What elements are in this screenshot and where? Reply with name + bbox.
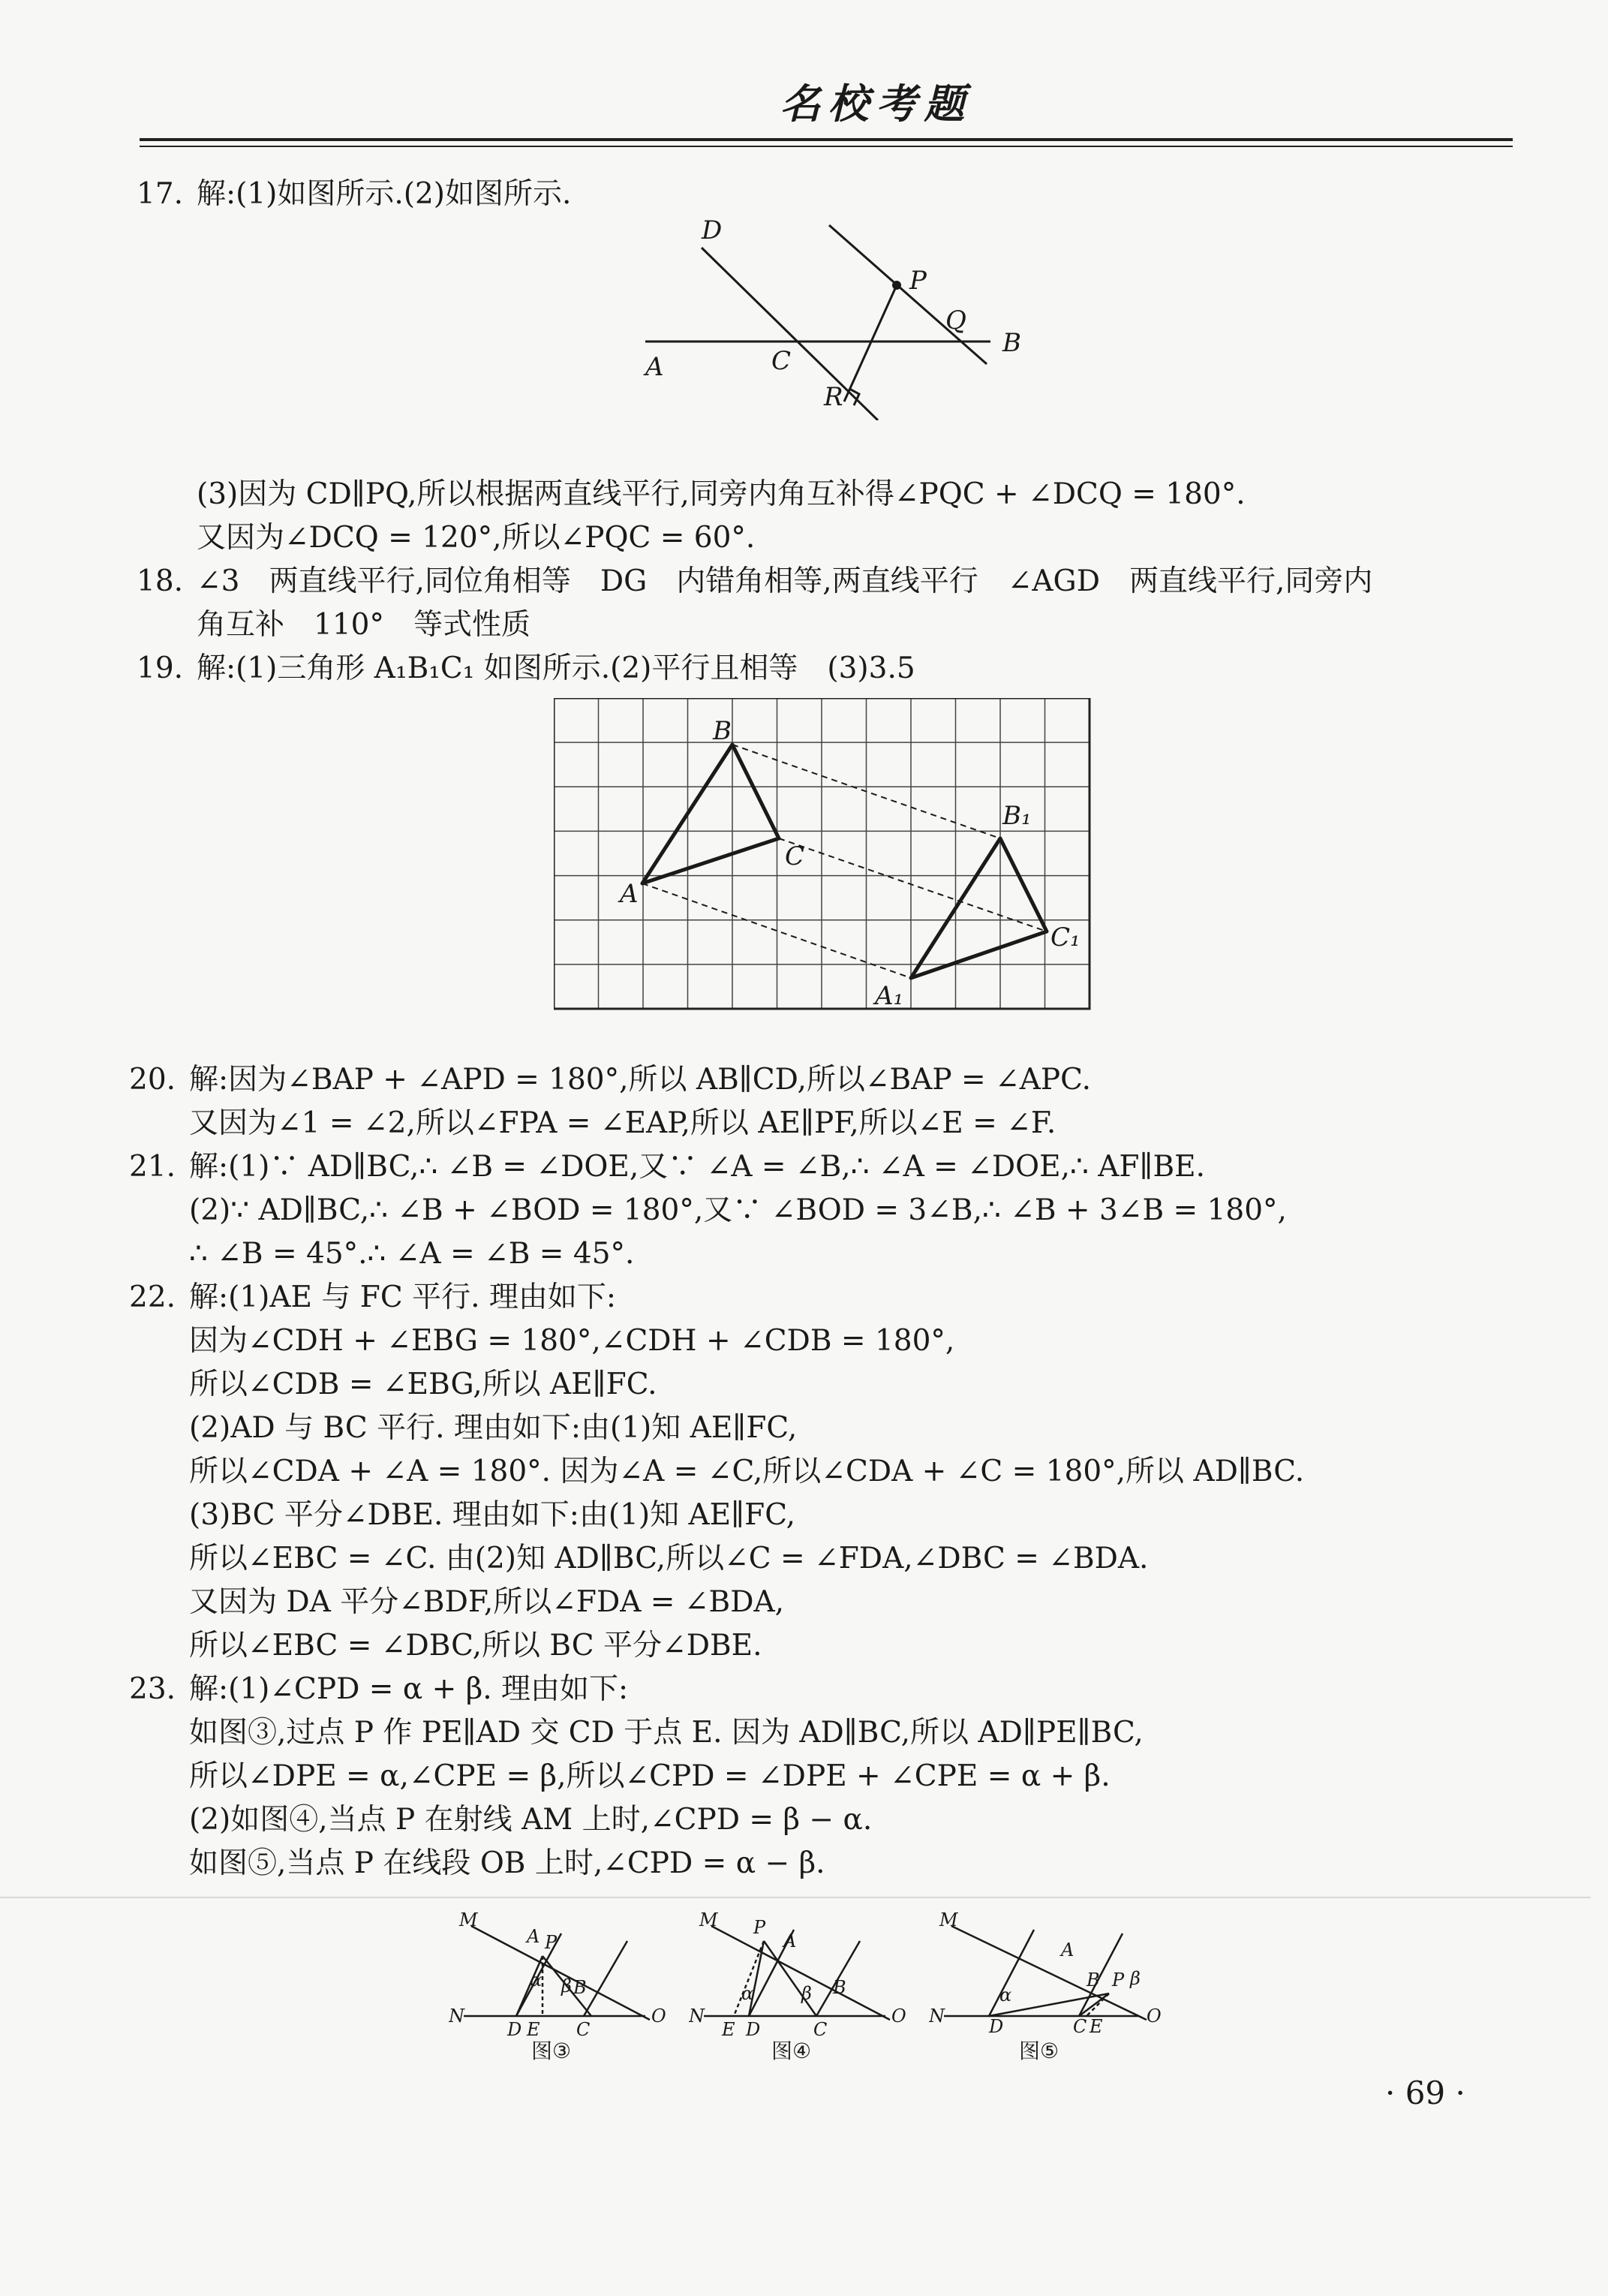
svg-text:α: α [741,1983,754,2004]
q23-line5: 如图⑤,当点 P 在线段 OB 上时,∠CPD = α − β. [189,1846,825,1880]
q21-line2: (2)∵ AD∥BC,∴ ∠B + ∠BOD = 180°,又∵ ∠BOD = 3∠B,∴ ∠B + 3∠B = 180°, [189,1193,1287,1227]
svg-text:O: O [1147,2006,1162,2027]
svg-text:C: C [813,2019,828,2040]
q17-label-q: Q [945,305,966,336]
q21-line3: ∴ ∠B = 45°.∴ ∠A = ∠B = 45°. [189,1237,635,1271]
svg-text:M: M [459,1911,478,1930]
q20-line1: 解:因为∠BAP + ∠APD = 180°,所以 AB∥CD,所以∠BAP = ∠APC. [189,1063,1092,1097]
svg-text:N: N [449,2006,464,2027]
q23-line4: (2)如图④,当点 P 在射线 AM 上时,∠CPD = β − α. [189,1803,873,1837]
svg-text:E: E [1090,2016,1103,2037]
svg-text:D: D [989,2016,1004,2037]
fig3-caption: 图③ [531,2039,572,2061]
q22-line8: 又因为 DA 平分∠BDF,所以∠FDA = ∠BDA, [189,1585,785,1619]
svg-text:β: β [1130,1968,1141,1989]
q19-label-c: C [785,841,805,871]
svg-text:N: N [689,2006,705,2027]
q21-number: 21. [129,1150,176,1184]
svg-text:D: D [746,2019,761,2040]
svg-text:N: N [929,2006,945,2027]
svg-text:B: B [833,1977,846,1998]
page-header-title: 名校考题 [780,80,972,128]
fig5-caption: 图⑤ [1019,2039,1059,2061]
q23-line1: 解:(1)∠CPD = α + β. 理由如下: [189,1672,629,1706]
q23-number: 23. [129,1672,176,1706]
q22-line4: (2)AD 与 BC 平行. 理由如下:由(1)知 AE∥FC, [189,1411,798,1445]
header-rule-thick [140,138,1513,141]
svg-text:α: α [999,1985,1012,2006]
svg-text:C: C [1073,2016,1087,2037]
header-rule-thin [140,146,1513,147]
page-number: · 69 · [1385,2075,1465,2111]
svg-text:α: α [530,1970,543,1991]
svg-text:C: C [576,2019,591,2040]
q23-line3: 所以∠DPE = α,∠CPE = β,所以∠CPD = ∠DPE + ∠CPE = α + β. [189,1759,1111,1793]
q22-line1: 解:(1)AE 与 FC 平行. 理由如下: [189,1280,617,1314]
section-separator [0,1897,1591,1898]
q17-line-pr [844,285,897,402]
q23-line2: 如图③,过点 P 作 PE∥AD 交 CD 于点 E. 因为 AD∥BC,所以 AD∥PE∥BC, [189,1716,1144,1750]
q18-line2: 角互补 110° 等式性质 [197,608,530,642]
svg-text:E: E [527,2019,540,2040]
q17-line1: 解:(1)如图所示.(2)如图所示. [197,177,572,211]
svg-text:O: O [651,2006,666,2027]
svg-text:B: B [573,1977,587,1998]
q22-line7: 所以∠EBC = ∠C. 由(2)知 AD∥BC,所以∠C = ∠FDA,∠DBC = ∠BDA. [189,1542,1149,1575]
svg-text:M: M [939,1911,958,1930]
q22-line6: (3)BC 平分∠DBE. 理由如下:由(1)知 AE∥FC, [189,1498,796,1532]
fig4-caption: 图④ [771,2039,812,2061]
q23-figure-4 [689,1911,914,2061]
q17-line-pq [829,225,987,364]
q17-label-a: A [645,352,664,382]
svg-text:B: B [1087,1970,1100,1991]
q17-line3: 又因为∠DCQ = 120°,所以∠PQC = 60°. [197,521,756,555]
svg-text:P: P [753,1917,766,1938]
q19-label-b1: B₁ [1002,801,1032,831]
q18-line1: ∠3 两直线平行,同位角相等 DG 内错角相等,两直线平行 ∠AGD 两直线平行,同旁内 [197,564,1373,598]
q23-figure-3 [449,1911,674,2061]
q22-line2: 因为∠CDH + ∠EBG = 180°,∠CDH + ∠CDB = 180°, [189,1324,955,1358]
svg-text:M: M [699,1911,718,1930]
svg-text:O: O [891,2006,906,2027]
q23-figure-5 [929,1911,1169,2061]
q17-label-r: R [824,382,843,412]
q17-label-c: C [771,346,792,376]
q20-number: 20. [129,1063,176,1097]
q21-line1: 解:(1)∵ AD∥BC,∴ ∠B = ∠DOE,又∵ ∠A = ∠B,∴ ∠A = ∠DOE,∴ AF∥BE. [189,1150,1205,1184]
q17-line-cd [702,248,878,420]
q19-label-a1: A₁ [875,981,904,1011]
svg-text:D: D [507,2019,522,2040]
q19-line1: 解:(1)三角形 A₁B₁C₁ 如图所示.(2)平行且相等 (3)3.5 [197,651,915,685]
q19-number: 19. [137,651,184,685]
svg-text:P: P [1112,1970,1125,1991]
svg-text:E: E [722,2019,735,2040]
q17-figure [630,218,1096,420]
svg-text:A: A [783,1930,797,1951]
q20-line2: 又因为∠1 = ∠2,所以∠FPA = ∠EAP,所以 AE∥PF,所以∠E = ∠F. [189,1106,1056,1140]
svg-text:A: A [527,1926,540,1947]
svg-text:β: β [561,1976,572,1997]
q19-label-a: A [620,879,639,909]
q19-grid-figure [554,698,1094,1013]
q19-triangle-abc [642,745,779,883]
q22-number: 22. [129,1280,176,1314]
q17-number: 17. [137,177,184,211]
svg-text:A: A [1061,1939,1075,1960]
q17-line2: (3)因为 CD∥PQ,所以根据两直线平行,同旁内角互补得∠PQC + ∠DCQ = 180°. [197,477,1246,511]
q22-line3: 所以∠CDB = ∠EBG,所以 AE∥FC. [189,1368,657,1401]
q22-line9: 所以∠EBC = ∠DBC,所以 BC 平分∠DBE. [189,1629,762,1663]
q18-number: 18. [137,564,184,598]
q19-label-c1: C₁ [1050,922,1081,952]
q19-label-b: B [713,716,732,746]
svg-text:P: P [545,1932,558,1953]
q17-label-d: D [702,218,723,245]
q17-label-p: P [909,266,927,296]
q22-line5: 所以∠CDA + ∠A = 180°. 因为∠A = ∠C,所以∠CDA + ∠C = 180°,所以 AD∥BC. [189,1455,1305,1488]
q17-point-p [892,281,901,290]
svg-text:β: β [801,1983,812,2004]
q17-label-b: B [1002,328,1021,358]
